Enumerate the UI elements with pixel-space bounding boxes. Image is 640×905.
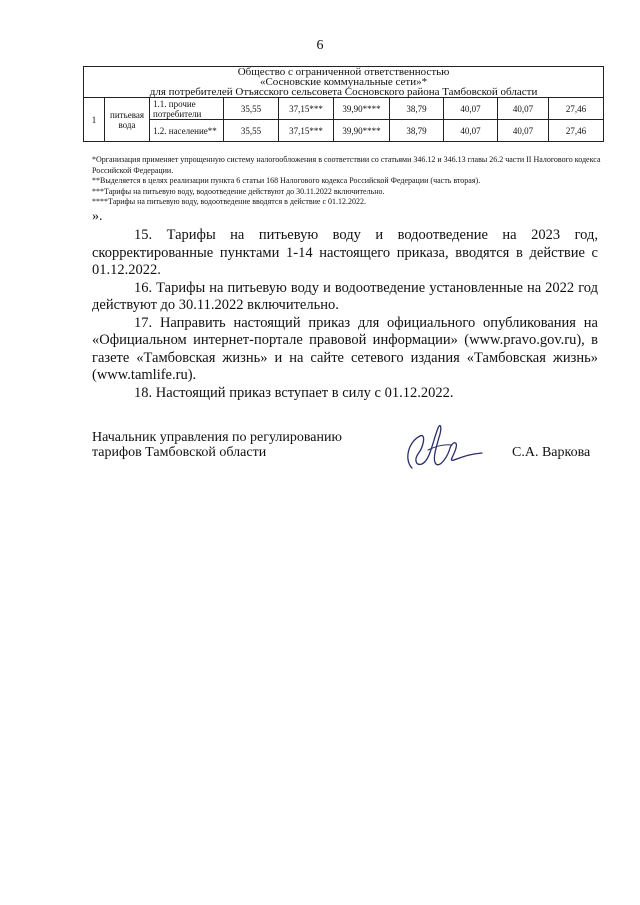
service-name: питьевая вода xyxy=(105,98,150,142)
consumer-cell: 1.1. прочие потребители xyxy=(150,98,224,120)
signer-title-line-2: тарифов Тамбовской области xyxy=(92,445,267,460)
paragraph-15: 15. Тарифы на питьевую воду и водоотведение на 2023 год, скорректированные пунктами 1-14 настоящего приказа, вводятся в действие с 01.12.2022. xyxy=(92,227,598,278)
value-cell: 35,55 xyxy=(224,98,279,120)
value-cell: 40,07 xyxy=(498,120,549,142)
paragraph-17: 17. Направить настоящий приказ для официального опубликования на «Официальном интернет-портале правовой информации» (www.pravo.gov.ru), в газете «Тамбовская жизнь» и на сайте сетевого издания «Тамбовская жизнь» (www.tamlife.ru). xyxy=(92,314,598,383)
value-cell: 38,79 xyxy=(390,98,444,120)
body-text xyxy=(92,227,598,402)
footnote-4: ****Тарифы на питьевую воду, водоотведение вводятся в действие с 01.12.2022. xyxy=(92,197,367,206)
consumer-cell: 1.2. население** xyxy=(150,120,224,142)
value-cell: 38,79 xyxy=(390,120,444,142)
value-cell: 40,07 xyxy=(444,98,498,120)
org-line-1: Общество с ограниченной ответственностью xyxy=(237,66,450,78)
paragraph-18: 18. Настоящий приказ вступает в силу с 01.12.2022. xyxy=(134,384,454,401)
footnotes xyxy=(92,155,607,208)
value-cell: 40,07 xyxy=(498,98,549,120)
footnote-2: **Выделяется в целях реализации пункта 6 статьи 168 Налогового кодекса Российской Федерации (часть вторая). xyxy=(92,176,481,185)
row-number: 1 xyxy=(84,98,105,142)
organization-header xyxy=(84,67,604,98)
value-cell: 40,07 xyxy=(444,120,498,142)
page-number: 6 xyxy=(316,38,324,53)
footnote-3: ***Тарифы на питьевую воду, водоотведение действуют до 30.11.2022 включительно. xyxy=(92,186,385,196)
org-line-3: для потребителей Отъясского сельсовета Сосновского района Тамбовской области xyxy=(149,86,538,98)
paragraph-16: 16. Тарифы на питьевую воду и водоотведение установленные на 2022 год действуют до 30.11.2022 включительно. xyxy=(92,279,598,313)
value-cell: 35,55 xyxy=(224,120,279,142)
table-row xyxy=(84,98,604,120)
value-cell: 39,90**** xyxy=(334,120,390,142)
tariff-table xyxy=(83,66,604,142)
value-cell: 37,15*** xyxy=(279,98,334,120)
value-cell: 37,15*** xyxy=(279,120,334,142)
signer-name: С.А. Варкова xyxy=(512,445,591,460)
value-cell: 27,46 xyxy=(549,120,604,142)
signer-title xyxy=(92,430,342,460)
signer-title-line-1: Начальник управления по регулированию xyxy=(92,430,342,445)
table-header-row xyxy=(84,67,604,98)
footnote-1: *Организация применяет упрощенную систему налогообложения в соответствии со статьями 346.12 и 346.13 главы 26.2 части II Налогового кодекса Российской Федерации. xyxy=(92,155,601,175)
signature-icon xyxy=(398,420,484,475)
closing-quote: ». xyxy=(92,209,103,224)
value-cell: 39,90**** xyxy=(334,98,390,120)
value-cell: 27,46 xyxy=(549,98,604,120)
org-line-2: «Сосновские коммунальные сети»* xyxy=(259,76,428,88)
table-row xyxy=(84,120,604,142)
